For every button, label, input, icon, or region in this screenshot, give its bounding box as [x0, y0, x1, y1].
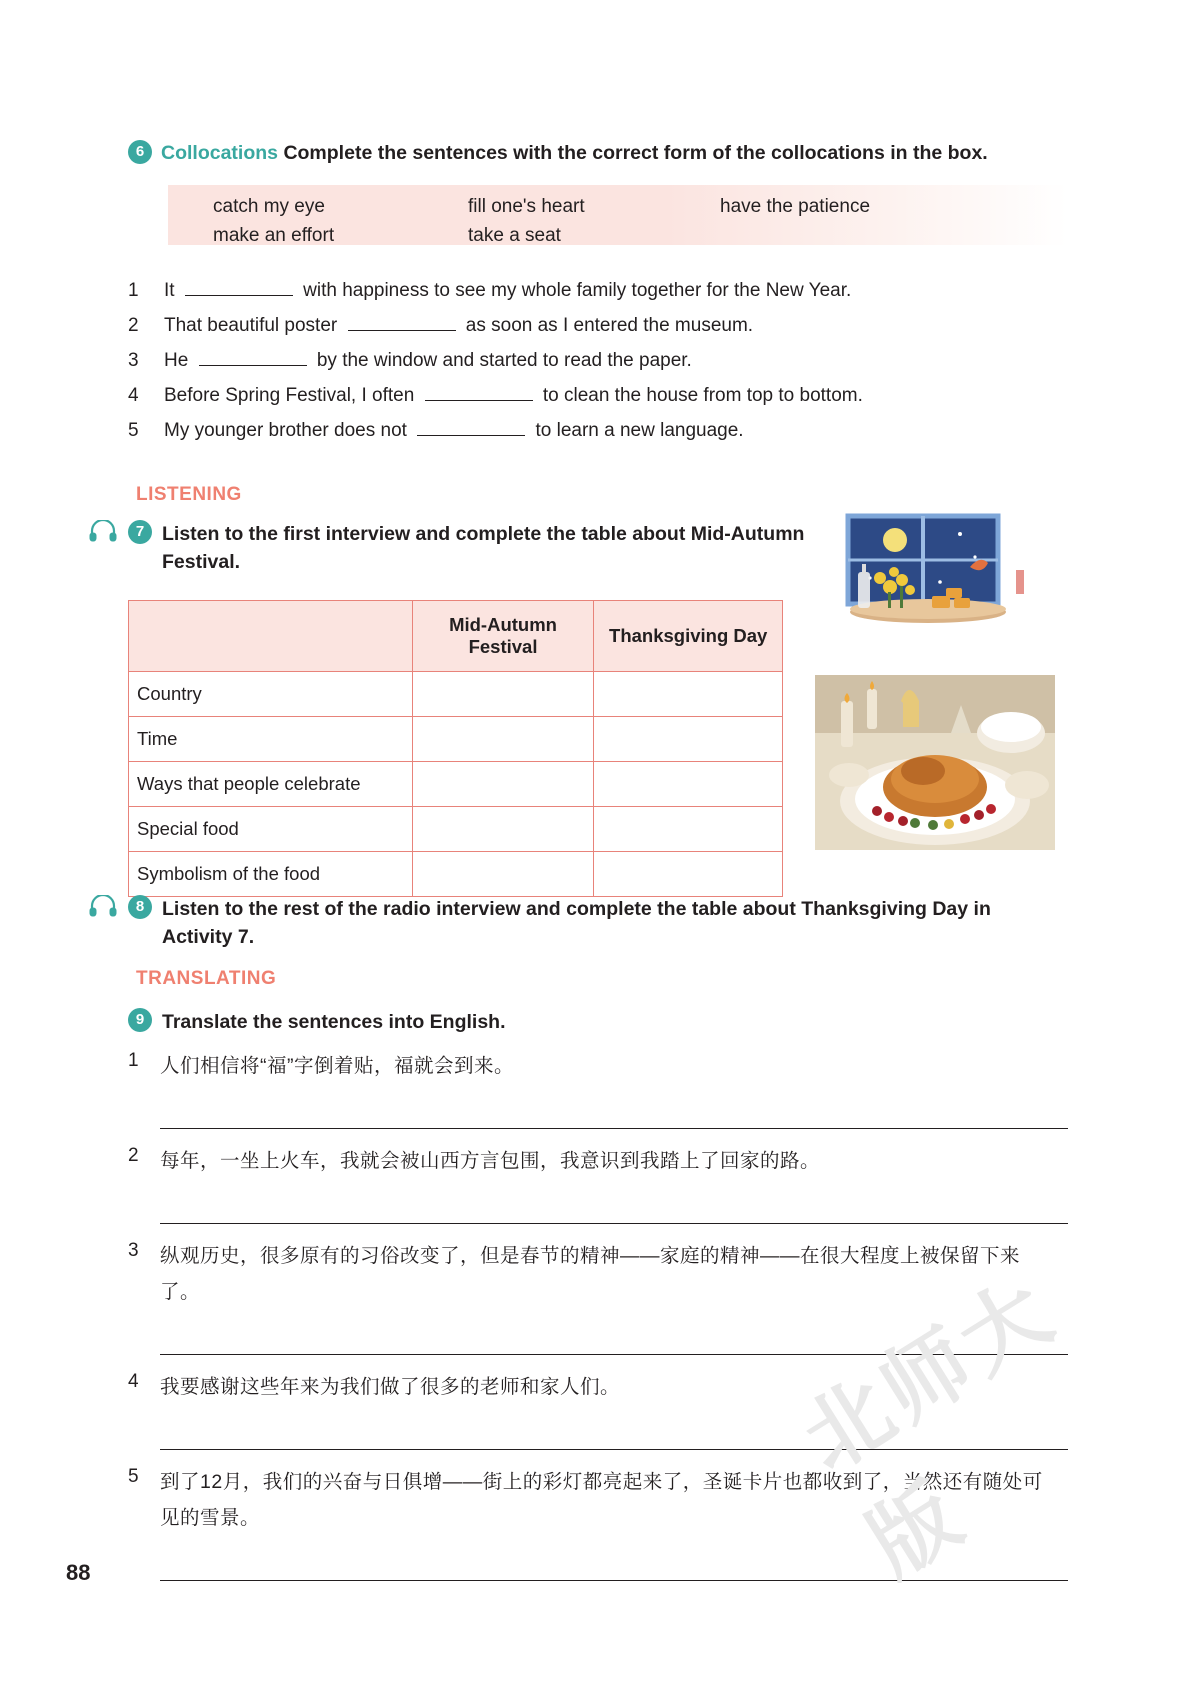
activity-7-heading [88, 520, 888, 576]
table-cell-thanksgiving[interactable] [594, 762, 783, 807]
word-box-item: catch my eye [213, 196, 325, 217]
table-cell-mid-autumn[interactable] [412, 762, 594, 807]
question-number: 1 [128, 280, 139, 301]
question-number: 4 [128, 385, 139, 406]
answer-blank[interactable] [425, 388, 533, 401]
word-box-item: make an effort [213, 225, 335, 246]
translation-item [128, 1143, 1068, 1179]
activity-6-heading [128, 140, 1068, 166]
table-cell-mid-autumn[interactable] [412, 717, 594, 762]
table-cell-mid-autumn[interactable] [412, 672, 594, 717]
table-row-label: Time [129, 717, 413, 762]
activity-9-heading [128, 1008, 1068, 1036]
question-text [164, 310, 753, 342]
question-text-before: He [164, 350, 189, 371]
activity-7 [88, 520, 888, 576]
translation-answer-line[interactable] [160, 1084, 1068, 1129]
table-row-label: Special food [129, 807, 413, 852]
translation-number: 1 [128, 1050, 139, 1071]
mid-autumn-thanksgiving-table [128, 600, 783, 897]
table-row [129, 717, 783, 762]
question-number: 2 [128, 315, 139, 336]
answer-blank[interactable] [185, 283, 293, 296]
mid-autumn-festival-illustration [820, 512, 1050, 647]
table-cell-thanksgiving[interactable] [594, 852, 783, 897]
table-cell-thanksgiving[interactable] [594, 717, 783, 762]
activity-6 [128, 140, 1068, 441]
activity-number-badge: 9 [128, 1008, 152, 1032]
activity-number-badge: 7 [128, 520, 152, 544]
headphones-icon [88, 895, 118, 917]
headphones-icon [88, 520, 118, 542]
activity-6-label: Collocations [161, 142, 279, 164]
word-box-item: have the patience [720, 196, 871, 217]
activity-number-badge: 8 [128, 895, 152, 919]
table-cell-mid-autumn[interactable] [412, 852, 594, 897]
question-text-before: Before Spring Festival, I often [164, 385, 415, 406]
section-heading-listening: LISTENING [136, 484, 242, 505]
table-cell-mid-autumn[interactable] [412, 807, 594, 852]
question-number: 5 [128, 420, 139, 441]
section-heading-translating: TRANSLATING [136, 968, 277, 989]
question-text-after: by the window and started to read the paper. [316, 350, 692, 371]
question-text [164, 345, 692, 377]
table-row-label: Ways that people celebrate [129, 762, 413, 807]
table-row-label: Symbolism of the food [129, 852, 413, 897]
answer-blank[interactable] [417, 423, 525, 436]
page-number: 88 [66, 1560, 91, 1585]
question-text [164, 380, 863, 412]
word-box-item: fill one's heart [468, 196, 585, 217]
translation-number: 3 [128, 1240, 139, 1261]
question-row [128, 345, 1068, 377]
answer-blank[interactable] [348, 318, 456, 331]
question-row [128, 380, 1068, 412]
table-header-blank [129, 601, 413, 672]
question-text-after: as soon as I entered the museum. [465, 315, 754, 336]
question-text-before: My younger brother does not [164, 420, 407, 441]
question-text-after: with happiness to see my whole family together for the New Year. [303, 280, 852, 301]
activity-9-instruction: Translate the sentences into English. [162, 1011, 506, 1033]
translation-text: 纵观历史，很多原有的习俗改变了，但是春节的精神——家庭的精神——在很大程度上被保留下来了。 [160, 1245, 1021, 1303]
activity-8-instruction: Listen to the rest of the radio interview and complete the table about Thanksgiving Day in Activity 7. [162, 898, 991, 948]
activity-8-heading [88, 895, 1048, 951]
word-box-column-1 [213, 192, 334, 250]
table-header-row [129, 601, 783, 672]
thanksgiving-dinner-photo [815, 675, 1055, 850]
table-row [129, 852, 783, 897]
question-text [164, 415, 744, 447]
question-number: 3 [128, 350, 139, 371]
translation-text: 我要感谢这些年来为我们做了很多的老师和家人们。 [160, 1376, 621, 1398]
question-text-before: It [164, 280, 175, 301]
question-text-after: to clean the house from top to bottom. [542, 385, 863, 406]
table-cell-thanksgiving[interactable] [594, 672, 783, 717]
table-header-thanksgiving: Thanksgiving Day [594, 601, 783, 672]
question-row [128, 275, 1068, 307]
translation-number: 5 [128, 1466, 139, 1487]
translation-text: 人们相信将“福”字倒着贴，福就会到来。 [160, 1055, 514, 1077]
table-header-mid-autumn: Mid-Autumn Festival [412, 601, 594, 672]
translation-item [128, 1048, 1068, 1084]
table-row-label: Country [129, 672, 413, 717]
question-text-before: That beautiful poster [164, 315, 338, 336]
table-row [129, 762, 783, 807]
table-row [129, 672, 783, 717]
question-row [128, 310, 1068, 342]
activity-9 [128, 1008, 1068, 1036]
activity-6-instruction: Complete the sentences with the correct form of the collocations in the box. [283, 142, 988, 164]
answer-blank[interactable] [199, 353, 307, 366]
translation-answer-line[interactable] [160, 1179, 1068, 1224]
question-row [128, 415, 1068, 447]
activity-7-instruction: Listen to the first interview and complete the table about Mid-Autumn Festival. [162, 523, 805, 573]
translation-number: 4 [128, 1371, 139, 1392]
activity-6-questions [128, 275, 1068, 450]
table-row [129, 807, 783, 852]
activity-number-badge: 6 [128, 140, 152, 164]
word-box-column-2 [468, 192, 585, 250]
translation-number: 2 [128, 1145, 139, 1166]
collocations-word-box [168, 185, 1068, 245]
translation-text: 每年，一坐上火车，我就会被山西方言包围，我意识到我踏上了回家的路。 [160, 1150, 821, 1172]
word-box-column-3 [720, 192, 870, 221]
activity-8 [88, 895, 1048, 951]
question-text-after: to learn a new language. [535, 420, 744, 441]
question-text [164, 275, 851, 307]
translation-text: 到了12月，我们的兴奋与日俱增——街上的彩灯都亮起来了，圣诞卡片也都收到了，当然还有随处可见的雪景。 [160, 1471, 1043, 1529]
word-box-item: take a seat [468, 225, 561, 246]
table-cell-thanksgiving[interactable] [594, 807, 783, 852]
publisher-watermark: 北师大版 [786, 1261, 1072, 1595]
